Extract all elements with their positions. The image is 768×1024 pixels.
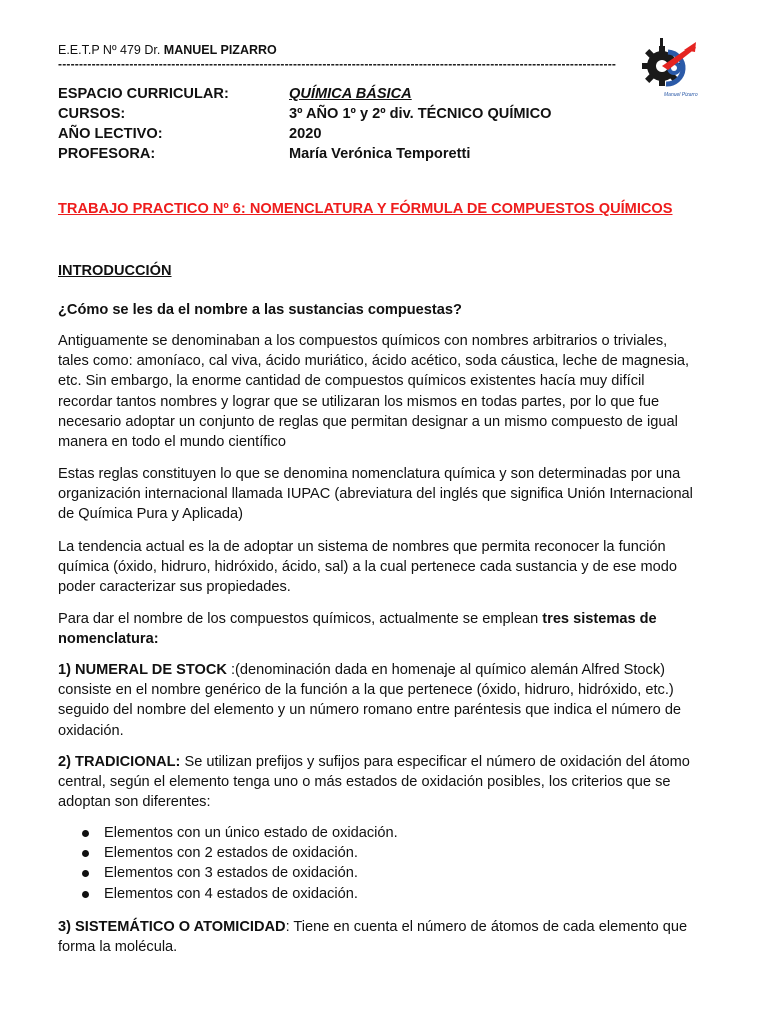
bullet-icon [82,850,89,857]
school-name-bold: MANUEL PIZARRO [163,43,277,57]
p4-bold: tres sistemas de nomenclatura: [58,611,657,648]
system-stock [58,660,698,741]
sistematico-text: : Tiene en cuenta el número de átomos de cada elemento que forma la molécula. [58,919,688,956]
list-item [58,843,398,863]
list-item-text: Elementos con un único estado de oxidación. [104,825,398,841]
list-item [58,884,398,904]
tradicional-text: Se utilizan prefijos y sufijos para especificar el número de oxidación del átomo central, según el elemento tenga uno o más estados de oxidación posibles, los criterios que se adoptan son diferentes: [58,754,690,811]
row-espacio [58,84,708,104]
value-espacio: QUÍMICA BÁSICA [289,86,412,102]
list-item-text: Elementos con 2 estados de oxidación. [104,845,358,862]
value-cursos: 3º AÑO 1º y 2º div. TÉCNICO QUÍMICO [289,106,552,122]
label-anio: AÑO LECTIVO: [58,126,163,142]
question-heading: ¿Cómo se les da el nombre a las sustancias compuestas? [58,302,462,318]
school-name [58,43,277,57]
row-anio [58,124,708,144]
paragraph-3: La tendencia actual es la de adoptar un sistema de nombres que permita reconocer la función química (óxido, hidruro, hidróxido, ácido, sal) a la cual pertenece cada sustancia y de ese modo poder caracterizar sus propiedades. [58,539,677,596]
list-item [58,823,398,843]
bullet-icon [82,870,89,877]
intro-heading: INTRODUCCIÓN [58,263,172,279]
school-prefix: E.E.T.P Nº 479 Dr. [58,43,164,57]
list-item-text: Elementos con 3 estados de oxidación. [104,865,358,882]
value-profesora: María Verónica Temporetti [289,146,471,162]
row-cursos [58,104,708,124]
label-espacio: ESPACIO CURRICULAR: [58,86,229,102]
assignment-title: TRABAJO PRACTICO Nº 6: NOMENCLATURA Y FÓRMULA DE COMPUESTOS QUÍMICOS [58,201,673,217]
paragraph-1: Antiguamente se denominaban a los compuestos químicos con nombres arbitrarios o triviales, tales como: amoníaco, cal viva, ácido muriático, ácido acético, soda cáustica, leche de magnesia, etc. Sin embargo, la enorme cantidad de compuestos químicos existentes hacía muy difícil recordar tantos nombres y lograr que se utilizaran los mismos en todas partes, por lo que fue necesario adoptar un conjunto de reglas que permitan designar a un mismo compuesto de igual manera en todo el mundo científico [58,333,690,451]
stock-heading: 1) NUMERAL DE STOCK [58,662,227,678]
system-tradicional [58,752,698,813]
system-sistematico [58,917,698,957]
separator-line: ------------------------------------------------------------------------------------------------------------------------------------- [58,57,617,71]
oxidation-list [58,823,398,904]
row-profesora [58,144,708,164]
paragraph-2: Estas reglas constituyen lo que se denomina nomenclatura química y son determinadas por una organización internacional llamada IUPAC (abreviatura del inglés que significa Unión Internacional de Química Pura y Aplicada) [58,466,693,523]
bullet-icon [82,891,89,898]
p4-text: Para dar el nombre de los compuestos químicos, actualmente se emplean [58,611,543,627]
stock-text: :(denominación dada en homenaje al químico alemán Alfred Stock) consiste en el nombre genérico de la función a la que pertenece (óxido, hidruro, hidróxido, etc.) seguido del nombre del elemento y un número romano entre paréntesis que indica el número de oxidación. [58,662,682,739]
paragraph-4 [58,609,698,649]
bullet-icon [82,830,89,837]
list-item-text: Elementos con 4 estados de oxidación. [104,885,358,902]
list-item [58,863,398,883]
sistematico-heading: 3) SISTEMÁTICO O ATOMICIDAD [58,919,286,935]
svg-text:Manuel Pizarro: Manuel Pizarro [664,92,698,98]
value-anio: 2020 [289,126,322,142]
course-info [58,84,708,164]
label-cursos: CURSOS: [58,106,126,122]
tradicional-heading: 2) TRADICIONAL: [58,754,181,770]
label-profesora: PROFESORA: [58,146,156,162]
